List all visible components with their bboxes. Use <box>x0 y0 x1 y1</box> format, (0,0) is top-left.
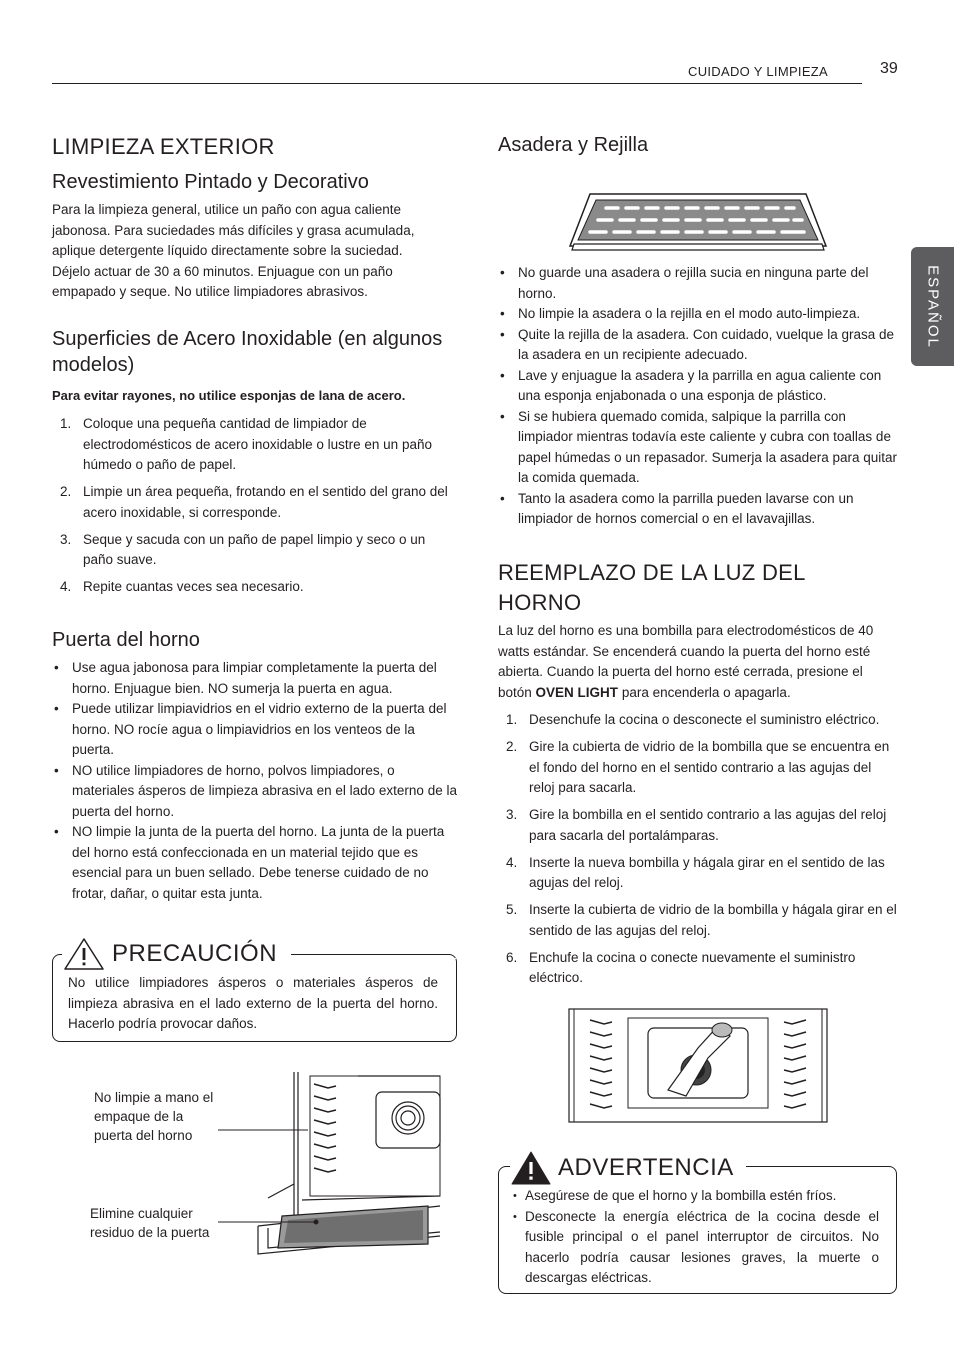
warning-header <box>510 1150 746 1186</box>
list-item: • Lave y enjuague la asadera y la parrilla en agua caliente con una esponja enjabonada o una esponja de plástico. <box>498 366 898 407</box>
list-item: 3. Gire la bombilla en el sentido contrario a las agujas del reloj para sacarla del portalámparas. <box>506 807 887 843</box>
warning-triangle-icon <box>62 936 106 972</box>
list-item: 4. Repite cuantas veces sea necesario. <box>60 579 304 594</box>
light-intro: La luz del horno es una bombilla para electrodomésticos de 40 watts estándar. Se encenderá cuando la puerta del horno esté abierta. Cuando la puerta del horno esté cerrada, presione el botón OVEN LIGHT para encenderla o apagarla. <box>498 623 874 700</box>
warning-bullets <box>511 1186 879 1289</box>
broiler-pan-illustration <box>568 190 828 254</box>
danger-triangle-icon <box>510 1150 552 1186</box>
list-item: 2. Gire la cubierta de vidrio de la bombilla que se encuentra en el fondo del horno en el sentido contrario a las agujas del reloj para sacarla. <box>506 739 890 795</box>
list-item: 4. Inserte la nueva bombilla y hágala girar en el sentido de las agujas del reloj. <box>506 854 885 890</box>
light-title: REEMPLAZO DE LA LUZ DEL HORNO <box>498 560 805 615</box>
list-item: • No limpie la asadera o la rejilla en el modo auto-limpieza. <box>498 304 898 325</box>
list-item: • Puede utilizar limpiavidrios en el vidrio externo de la puerta del horno. NO rocíe agua o limpiavidrios en los venteos de la puerta. <box>52 699 457 761</box>
list-item: 3. Seque y sacuda con un paño de papel limpio y seco o un paño suave. <box>60 531 426 567</box>
list-item: • Quite la rejilla de la asadera. Con cuidado, vuelque la grasa de la asadera en un recipiente adecuado. <box>498 325 898 366</box>
caution-header <box>62 936 291 972</box>
list-item: • Tanto la asadera como la parrilla pueden lavarse con un limpiador de hornos comercial o en el lavavajillas. <box>498 489 898 530</box>
list-item: • Desconecte la energía eléctrica de la cocina desde el fusible principal o el panel interruptor de circuitos. No hacerlo podría causar lesiones graves, la muerte o descargas eléctricas. <box>511 1207 879 1289</box>
caution-title: PRECAUCIÓN <box>106 940 285 968</box>
list-item: 2. Limpie un área pequeña, frotando en el sentido del grano del acero inoxidable, si corresponde. <box>60 484 448 520</box>
door-bullets <box>52 658 457 904</box>
oven-light-illustration <box>568 1008 828 1124</box>
painted-title: Revestimiento Pintado y Decorativo <box>52 171 369 193</box>
language-tab <box>911 247 954 366</box>
broiler-title: Asadera y Rejilla <box>498 134 649 156</box>
page-number: 39 <box>880 60 898 77</box>
list-item: • Si se hubiera quemado comida, salpique la parrilla con limpiador mientras todavía este caliente y cubra con toallas de papel húmedas o un repasador. Sumerja la asadera para quitar la comida quemada. <box>498 407 898 489</box>
list-item: 1. Desenchufe la cocina o desconecte el suministro eléctrico. <box>506 712 880 727</box>
list-item: 5. Inserte la cubierta de vidrio de la bombilla y hágala girar en el sentido de las agujas del reloj. <box>506 902 897 938</box>
painted-text: Para la limpieza general, utilice un paño con agua caliente jabonosa. Para suciedades más difíciles y grasa acumulada, aplique detergente líquido directamente sobre la suciedad. Déjelo actuar de 30 a 60 minutos. Enjuague con un paño empapado y seque. No utilice limpiadores abrasivos. <box>52 202 415 299</box>
steel-steps <box>52 414 457 604</box>
list-item: 1. Coloque una pequeña cantidad de limpiador de electrodomésticos de acero inoxidable o lustre en un paño húmedo o paño de papel. <box>60 416 432 472</box>
door-title: Puerta del horno <box>52 629 200 651</box>
language-tab-label: ESPAÑOL <box>924 264 941 349</box>
label-residue: Elimine cualquier residuo de la puerta <box>90 1206 210 1240</box>
list-item: • NO limpie la junta de la puerta del horno. La junta de la puerta del horno está confeccionada en un material tejido que es esencial para un buen sellado. Debe tenerse cuidado de no frotar, dañar, o quitar esta junta. <box>52 822 457 904</box>
list-item: • NO utilice limpiadores de horno, polvos limpiadores, o materiales ásperos de limpieza abrasiva en el lado externo de la puerta del horno. <box>52 761 457 823</box>
oven-door-illustration <box>218 1068 442 1264</box>
broiler-bullets <box>498 263 898 530</box>
header-divider <box>52 83 862 84</box>
list-item: • No guarde una asadera o rejilla sucia en ninguna parte del horno. <box>498 263 898 304</box>
list-item: • Use agua jabonosa para limpiar completamente la puerta del horno. Enjuague bien. NO sumerja la puerta en agua. <box>52 658 457 699</box>
steel-warning: Para evitar rayones, no utilice esponjas de lana de acero. <box>52 388 406 403</box>
light-steps <box>498 710 898 995</box>
steel-title: Superficies de Acero Inoxidable (en algunos modelos) <box>52 328 443 376</box>
warning-title: ADVERTENCIA <box>552 1154 742 1182</box>
label-gasket: No limpie a mano el empaque de la puerta del horno <box>94 1090 214 1143</box>
list-item: 6. Enchufe la cocina o conecte nuevamente el suministro eléctrico. <box>506 949 856 985</box>
main-title: LIMPIEZA EXTERIOR <box>52 134 275 159</box>
caution-text: No utilice limpiadores ásperos o materiales ásperos de limpieza abrasiva en el lado externo de la puerta del horno. Hacerlo podría provocar daños. <box>68 975 438 1031</box>
header-section-title: CUIDADO Y LIMPIEZA <box>688 64 829 79</box>
list-item: • Asegúrese de que el horno y la bombilla estén fríos. <box>511 1186 879 1207</box>
